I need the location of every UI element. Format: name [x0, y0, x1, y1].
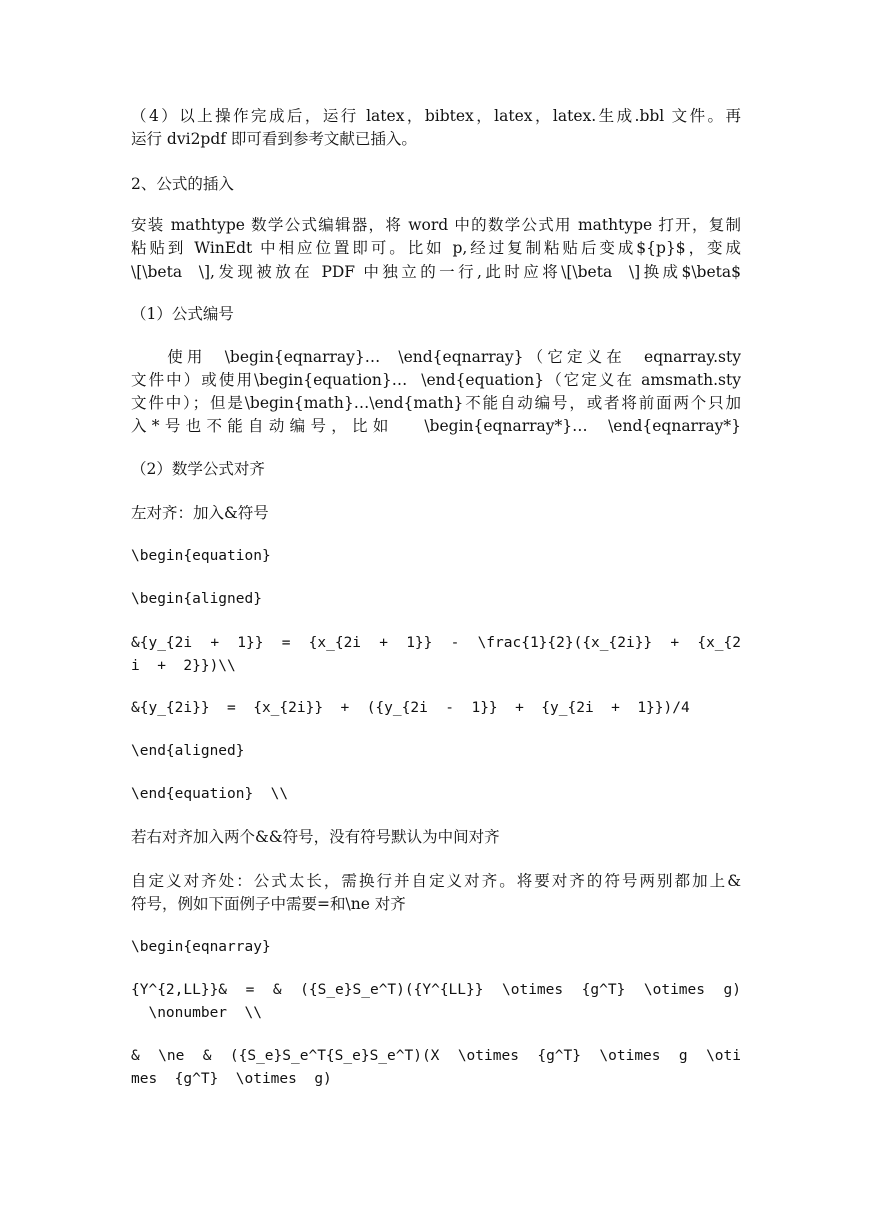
text-line: \[\beta \],发现被放在 PDF 中独立的一行,此时应将\[\beta \]换成$\beta$ — [131, 263, 741, 281]
code-line: {Y^{2,LL}}& = & ({S_e}S_e^T)({Y^{LL}} \otimes {g^T} \otimes g) — [131, 982, 741, 998]
section-heading: （1）公式编号 — [131, 305, 234, 323]
code-line: \begin{eqnarray} — [131, 939, 271, 955]
text-line: 若右对齐加入两个&&符号，没有符号默认为中间对齐 — [131, 828, 500, 846]
code-line: & \ne & ({S_e}S_e^T{S_e}S_e^T)(X \otimes {g^T} \otimes g \oti — [131, 1048, 741, 1064]
text-line: 使用 \begin{eqnarray}… \end{eqnarray}（它定义在 eqnarray.sty — [131, 348, 741, 366]
code-line: mes {g^T} \otimes g) — [131, 1071, 332, 1087]
code-line: &{y_{2i + 1}} = {x_{2i + 1}} - \frac{1}{2}({x_{2i}} + {x_{2 — [131, 635, 741, 651]
text-line: 自定义对齐处：公式太长，需换行并自定义对齐。将要对齐的符号两别都加上& — [131, 872, 741, 890]
text-line: 粘贴到 WinEdt 中相应位置即可。比如 p,经过复制粘贴后变成${p}$，变成 — [131, 239, 741, 257]
text-line: 运行 dvi2pdf 即可看到参考文献已插入。 — [131, 130, 417, 148]
text-line: 安装 mathtype 数学公式编辑器，将 word 中的数学公式用 mathtype 打开，复制 — [131, 216, 741, 234]
text-line: 文件中）；但是\begin{math}…\end{math}不能自动编号，或者将前面两个只加 — [131, 394, 741, 412]
section-heading: （2）数学公式对齐 — [131, 460, 265, 478]
code-line: i + 2}})\\ — [131, 658, 236, 674]
code-line: \end{aligned} — [131, 743, 245, 759]
text-line: 左对齐：加入&符号 — [131, 504, 269, 522]
text-line: （4）以上操作完成后，运行 latex，bibtex，latex，latex.生成.bbl 文件。再 — [131, 107, 741, 125]
code-line: \nonumber \\ — [131, 1005, 262, 1021]
code-line: \begin{aligned} — [131, 591, 262, 607]
text-line: 文件中）或使用\begin{equation}… \end{equation}（它定义在 amsmath.sty — [131, 371, 741, 389]
section-heading: 2、公式的插入 — [131, 175, 234, 193]
code-line: \begin{equation} — [131, 548, 271, 564]
code-line: \end{equation} \\ — [131, 786, 289, 802]
code-line: &{y_{2i}} = {x_{2i}} + ({y_{2i - 1}} + {y_{2i + 1}})/4 — [131, 700, 690, 716]
text-line: 入*号也不能自动编号，比如 \begin{eqnarray*}… \end{eqnarray*} — [131, 417, 741, 435]
text-line: 符号，例如下面例子中需要=和\ne 对齐 — [131, 895, 406, 913]
